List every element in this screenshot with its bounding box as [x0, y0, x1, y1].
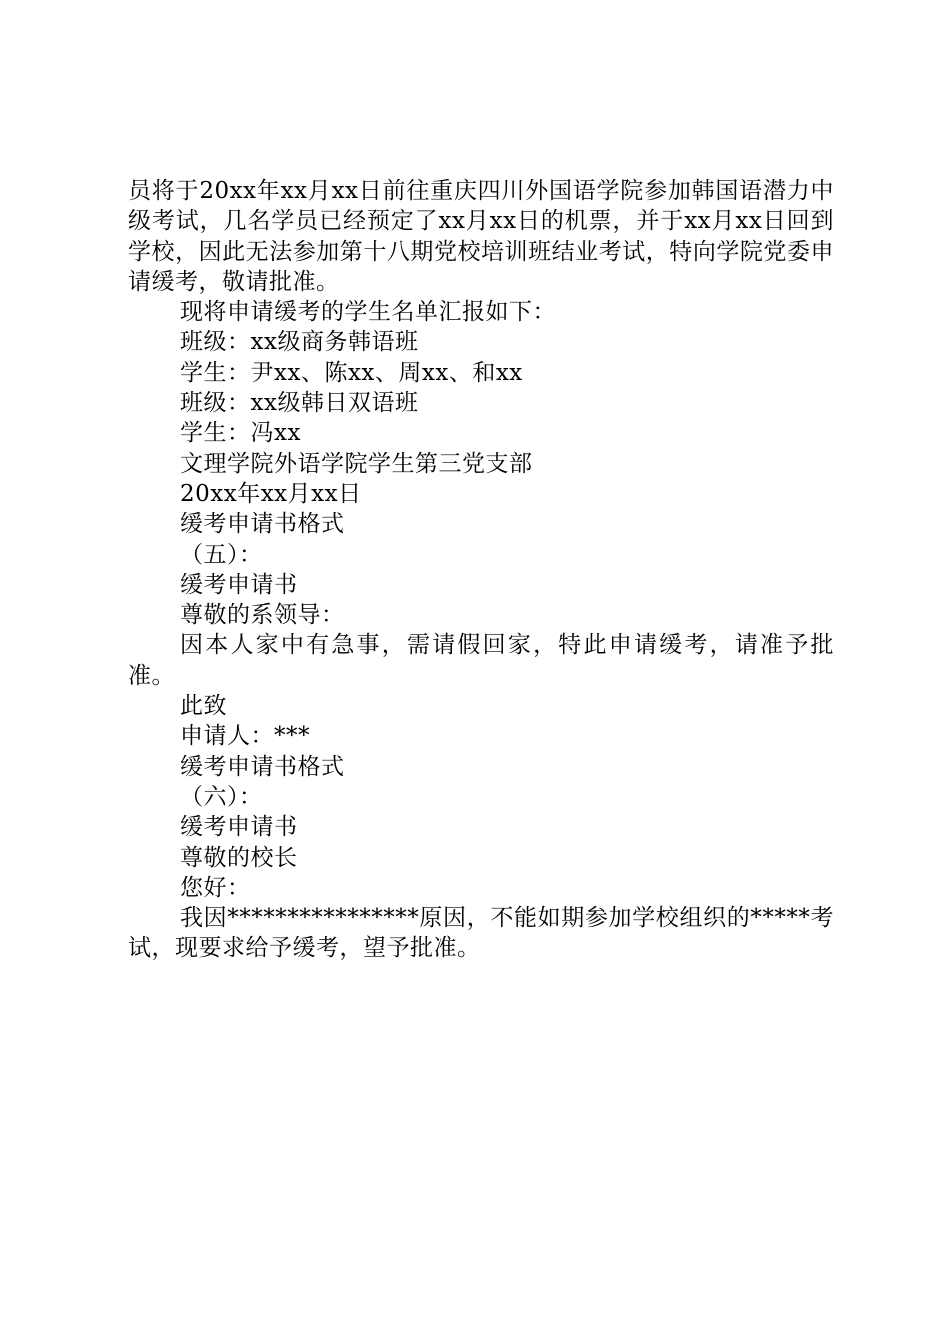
- body-line: 文理学院外语学院学生第三党支部: [180, 450, 533, 477]
- body-paragraph: 因本人家中有急事，需请假回家，特此申请缓考，请准予批准。: [128, 632, 834, 689]
- body-paragraph: 员将于20xx年xx月xx日前往重庆四川外国语学院参加韩国语潜力中级考试，几名学员已经预定了xx月xx日的机票，并于xx月xx日回到学校，因此无法参加第十八期党校培训班结业考试，特向学院党委申请缓考，敬请批准。: [128, 178, 834, 295]
- document-body: [128, 176, 834, 964]
- letter-title: 缓考申请书: [180, 571, 298, 598]
- section-heading: 缓考申请书格式: [180, 511, 345, 538]
- greeting-line: 您好：: [180, 874, 251, 901]
- section-heading: 缓考申请书格式: [180, 753, 345, 780]
- applicant-line: 申请人：***: [180, 723, 310, 750]
- letter-title: 缓考申请书: [180, 814, 298, 841]
- letter-salutation: 尊敬的校长: [180, 844, 298, 871]
- letter-closing: 此致: [180, 693, 227, 720]
- body-line: 20xx年xx月xx日: [180, 480, 362, 507]
- body-paragraph: 我因****************原因，不能如期参加学校组织的*****考试，现要求给予缓考，望予批准。: [128, 905, 834, 962]
- letter-salutation: 尊敬的系领导：: [180, 602, 345, 629]
- body-line: 班级：xx级韩日双语班: [180, 390, 419, 417]
- section-number: （六）：: [180, 783, 263, 810]
- body-line: 学生：尹xx、陈xx、周xx、和xx: [180, 359, 523, 386]
- body-line: 学生：冯xx: [180, 420, 301, 447]
- section-number: （五）：: [180, 541, 263, 568]
- body-line: 现将申请缓考的学生名单汇报如下：: [180, 299, 556, 326]
- body-line: 班级：xx级商务韩语班: [180, 329, 419, 356]
